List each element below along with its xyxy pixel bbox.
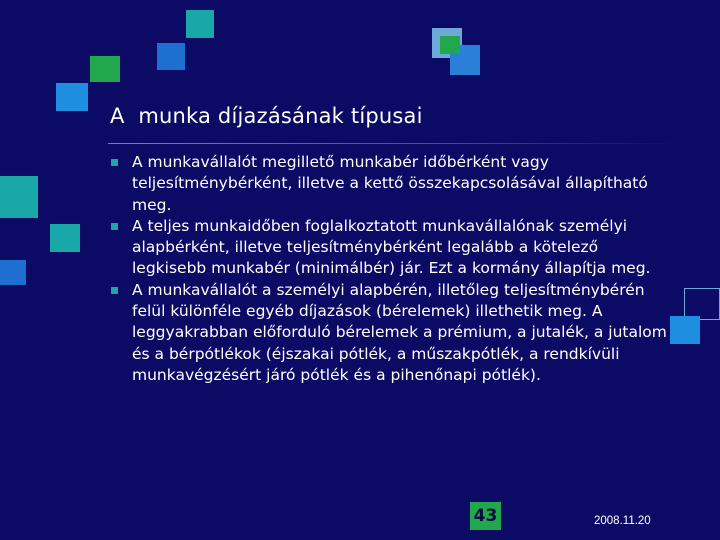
- bullet-item: [108, 216, 668, 280]
- deco-square: [440, 36, 460, 54]
- deco-square: [0, 260, 26, 285]
- deco-square: [50, 224, 80, 252]
- title-divider: [108, 143, 678, 144]
- bullet-marker-icon: [111, 223, 118, 230]
- bullet-item: [108, 280, 668, 386]
- bullet-item: [108, 152, 668, 216]
- deco-square: [157, 43, 185, 70]
- bullet-list: [108, 152, 668, 386]
- deco-square: [186, 10, 214, 38]
- bullet-text: A munkavállalót a személyi alapbérén, illetőleg teljesítménybérén felül különféle egyéb díjazások (bérelemek) illethetik meg. A leggyakrabban előforduló bérelemek a prémium, a jutalék, a jutalom és a bérpótlékok (éjszakai pótlék, a műszakpótlék, a rendkívüli munkavégzésért járó pótlék és a pihenőnapi pótlék).: [132, 280, 667, 384]
- deco-square: [56, 83, 88, 111]
- bullet-marker-icon: [111, 287, 118, 294]
- slide-date: 2008.11.20: [594, 515, 651, 527]
- bullet-text: A teljes munkaidőben foglalkoztatott munkavállalónak személyi alapbérként, illetve teljesítménybérként legalább a kötelező legkisebb munkabér (minimálbér) jár. Ezt a kormány állapítja meg.: [132, 216, 651, 278]
- deco-square: [0, 176, 38, 218]
- bullet-text: A munkavállalót megillető munkabér időbérként vagy teljesítménybérként, illetve a kettő összekapcsolásával állapítható meg.: [132, 153, 648, 214]
- slide-title: A munka díjazásának típusai: [110, 104, 423, 128]
- deco-square: [90, 56, 120, 82]
- bullet-marker-icon: [111, 159, 118, 166]
- deco-square: [670, 316, 700, 344]
- page-number: 43: [470, 502, 501, 530]
